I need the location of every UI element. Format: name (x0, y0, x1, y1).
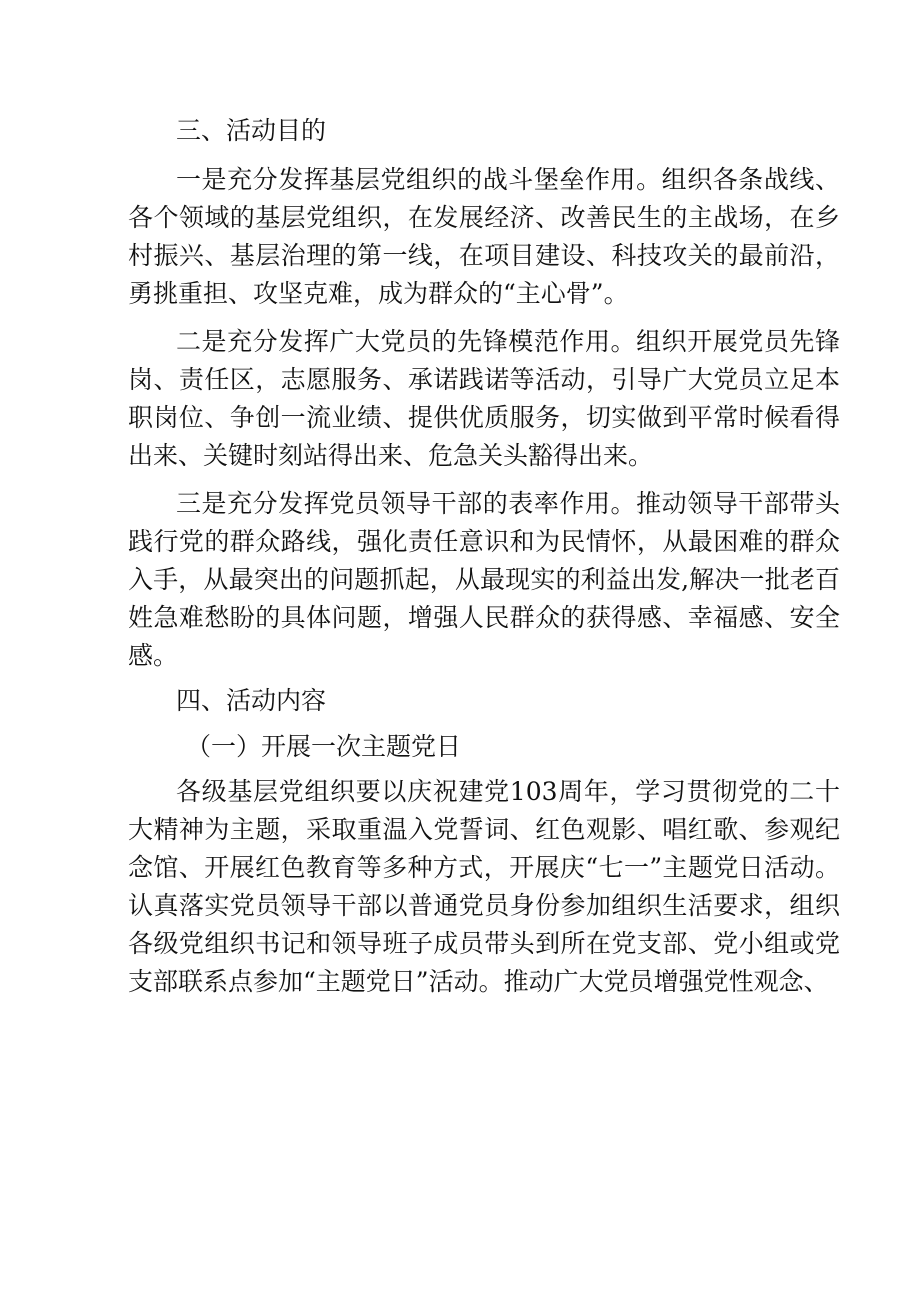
section-3-paragraph-2: 二是充分发挥广大党员的先锋模范作用。组织开展党员先锋岗、责任区，志愿服务、承诺践诺等活动，引导广大党员立足本职岗位、争创一流业绩、提供优质服务，切实做到平常时候看得出来、关键时刻站得出来、危急关头豁得出来。 (128, 327, 840, 470)
section-4-paragraph-1: 各级基层党组织要以庆祝建党103周年，学习贯彻党的二十大精神为主题，采取重温入党誓词、红色观影、唱红歌、参观纪念馆、开展红色教育等多种方式，开展庆“七一”主题党日活动。认真落实党员领导干部以普通党员身份参加组织生活要求，组织各级党组织书记和领导班子成员带头到所在党支部、党小组或党支部联系点参加“主题党日”活动。推动广大党员增强党性观念、 (128, 777, 840, 996)
section-3-paragraph-1: 一是充分发挥基层党组织的战斗堡垒作用。组织各条战线、各个领域的基层党组织，在发展经济、改善民生的主战场，在乡村振兴、基层治理的第一线，在项目建设、科技攻关的最前沿，勇挑重担、攻坚克难，成为群众的“主心骨”。 (128, 165, 840, 308)
section-3-heading: 三、活动目的 (176, 116, 327, 145)
section-3-paragraph-3: 三是充分发挥党员领导干部的表率作用。推动领导干部带头践行党的群众路线，强化责任意识和为民情怀，从最困难的群众入手，从最突出的问题抓起，从最现实的利益出发,解决一批老百姓急难愁盼的具体问题，增强人民群众的获得感、幸福感、安全感。 (128, 489, 840, 670)
section-4-heading: 四、活动内容 (176, 686, 327, 715)
section-4-subheading-1: （一）开展一次主题党日 (186, 732, 462, 761)
